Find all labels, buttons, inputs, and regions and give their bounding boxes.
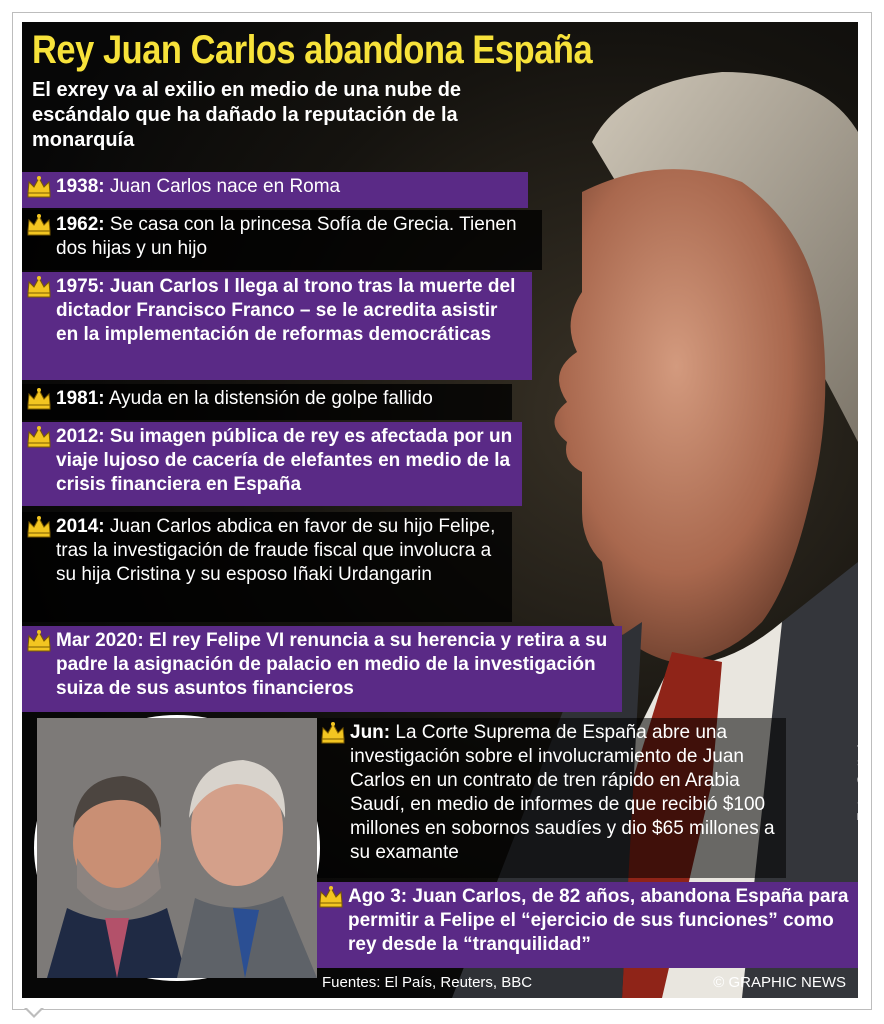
timeline-text: Se casa con la princesa Sofía de Grecia. Tienen dos hijas y un hijo — [56, 214, 517, 259]
timeline-item-1962 — [22, 210, 542, 270]
page-title: Rey Juan Carlos abandona España — [32, 28, 593, 72]
timeline-year: 1962: — [56, 214, 105, 235]
photo-credit: Foto: Getty Images — [854, 702, 870, 822]
timeline-item-1981 — [22, 384, 512, 420]
crown-icon — [26, 425, 52, 449]
timeline-text: El rey Felipe VI renuncia a su herencia y retira a su padre la asignación de palacio en medio de la investigación suiza de sus asuntos financieros — [56, 630, 608, 699]
crown-icon — [320, 721, 346, 745]
timeline-text: Juan Carlos, de 82 años, abandona España para permitir a Felipe el “ejercicio de sus funciones” como rey desde la “tranquilidad” — [348, 886, 849, 955]
timeline-item-mar-2020 — [22, 626, 622, 712]
crown-icon — [318, 885, 344, 909]
timeline-item-ago-3 — [314, 882, 858, 968]
inset-photo-illustration — [37, 718, 317, 978]
timeline-item-jun — [316, 718, 786, 878]
timeline-year: Ago 3: — [348, 886, 408, 907]
crown-icon — [26, 213, 52, 237]
infographic-panel — [22, 22, 870, 998]
timeline-year: 1938: — [56, 176, 105, 197]
timeline-item-2014 — [22, 512, 512, 622]
page-subtitle: El exrey va al exilio en medio de una nube de escándalo que ha dañado la reputación de la monarquía — [32, 79, 462, 151]
timeline-item-1975 — [22, 272, 532, 380]
timeline-text: Juan Carlos I llega al trono tras la muerte del dictador Francisco Franco – se le acredita asistir en la implementación de reformas democráticas — [56, 276, 516, 345]
timeline-year: 2014: — [56, 516, 105, 537]
timeline-text: Juan Carlos abdica en favor de su hijo Felipe, tras la investigación de fraude fiscal que involucra a su hija Cristina y su esposo Iñaki Urdangarin — [56, 516, 496, 585]
crown-icon — [26, 175, 52, 199]
timeline-year: Mar 2020: — [56, 630, 144, 651]
timeline-item-1938 — [22, 172, 528, 208]
publisher-credit: © GRAPHIC NEWS — [713, 974, 846, 991]
inset-photo — [34, 715, 320, 981]
timeline-year: 1981: — [56, 388, 105, 409]
timeline-text: Su imagen pública de rey es afectada por un viaje lujoso de cacería de elefantes en medio de la crisis financiera en España — [56, 426, 513, 495]
timeline-item-2012 — [22, 422, 522, 506]
timeline-text: Ayuda en la distensión de golpe fallido — [108, 388, 433, 409]
crown-icon — [26, 515, 52, 539]
timeline-text: Juan Carlos nace en Roma — [109, 176, 341, 197]
timeline-year: 2012: — [56, 426, 105, 447]
crown-icon — [26, 275, 52, 299]
timeline-year: Jun: — [350, 722, 391, 743]
timeline-year: 1975: — [56, 276, 105, 297]
crown-icon — [26, 387, 52, 411]
timeline-text: La Corte Suprema de España abre una investigación sobre el involucramiento de Juan Carlos en un contrato de tren rápido en Arabia Saudí, en medio de informes de que recibió $100 millones en sobornos saudíes y dio $65 millones a su examante — [350, 722, 775, 863]
crown-icon — [26, 629, 52, 653]
sources-text: Fuentes: El País, Reuters, BBC — [322, 974, 533, 991]
